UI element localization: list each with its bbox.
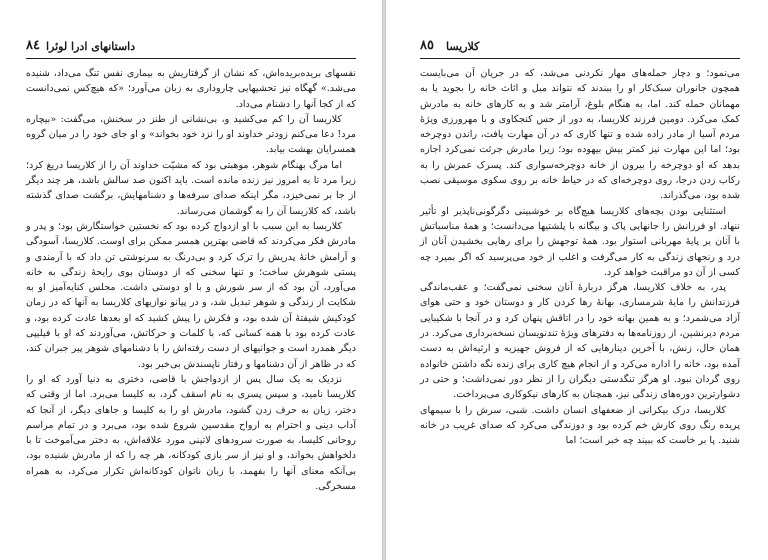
- paragraph: نفسهای بریده‌بریده‌اش، که نشان از گرفتاریش به بیماری نفس تنگ می‌داد، شنیده می‌شد.» گهگاه نیز تحشیهایی چاروداری به زبان می‌آورد؛ «که هیچ‌کس نمی‌دانست که از کجا آنها را دشنام می‌داد.: [26, 68, 356, 110]
- paragraph: کلاریسا، درک بیکرانی از ضعفهای انسان داشت. شبی، سرش را با سیمهای پریده رنگ روی کارش خم کرده بود و دوزندگی می‌کرد که صدای غریب در خانه شنید. پا بر خاست که ببیند چه خبر است؛ اما: [420, 404, 740, 447]
- right-page: [385, 0, 768, 560]
- left-page-text: [26, 66, 356, 494]
- right-page-number: ٨٥: [420, 38, 434, 53]
- paragraph: می‌نمود؛ و دچار حمله‌های مهار نکردنی می‌شد، که در جریان آن می‌بایست همچون جانوران سبک‌کار او را ببندند که نتواند مبل و اثاث خانه را بجوید یا به مهمانان حمله کند. اما، به هنگام بلوغ، آرامتر شد و به کارهای خانه به مادرش کمک می‌کرد. دومین فرزند کلاریسا، به دور از حس کنجکاوی و با مهرورزی ویژهٔ مردم آسیا از مادر زاده شده و تنها کاری که در آن مهارت یافت، راندن دوچرخه بود؛ اما این مهارت نیز کمتر بیش بیهوده بود؛ زیرا مادرش جرئت نمی‌کرد اجازه بدهد که او دوچرخه را بیرون از خانه دوچرخه‌سواری کند. پسرک عمرش را به رکاب زدن درجا، روی دوچرخه‌ای که در حیاط خانه بر روی سکوی موسیقی نصب شده بود، می‌گذراند.: [420, 68, 740, 202]
- paragraph: کلاریسا آن را کم می‌کشید و، بی‌نشانی از طنز در سخنش، می‌گفت: «بیچاره مرد! دعا می‌کنم زودتر خداوند او را نزد خود بخواند» و او جای خود را در میان گروه همسرایان بهشت بیابد.: [26, 113, 356, 156]
- left-running-title: داستانهای ادرا لوئرا: [46, 40, 136, 53]
- paragraph: استثنایی بودن بچه‌های کلاریسا هیچ‌گاه بر خوشبینی دگرگونی‌ناپذیر او تأثیر ننهاد. او فرزانش را جانهایی پاک و بیگانه با پلشتیها می‌دانست؛ و همهٔ مناسباتش با آنان بر پایهٔ مهربانی استوار بود. همهٔ توجهش را برای رهایی بخشیدن آنان از درد و رنجهای زندگی به کار می‌گرفت و اغلب از خود می‌پرسید که اگر بمیرد چه کسی از آن دو مراقبت خواهد کرد.: [420, 205, 740, 278]
- left-page: [0, 0, 383, 560]
- paragraph: اما مرگ بهنگام شوهر، موهبتی بود که مشیّت خداوند آن را از کلاریسا دریغ کرد؛ زیرا مرد تا به امروز نیز زنده مانده است. باید اکنون صد سالش باشد، هر چند دیگر از جا بر نمی‌خیزد، مگر اینکه صدای سرفه‌ها و دشنامهایش، برگشت صدای گذشته باشد، که کلاریسا آن را به گوشمان می‌رساند.: [26, 159, 356, 217]
- paragraph: نزدیک به یک سال پس از ازدواجش با قاضی، دختری به دنیا آورد که او را کلاریسا نامید، و سپس پسری به نام اسقف گرد، به کلیسا می‌برد. اما از وقتی که دختر، زبان به حرف زدن گشود، مادرش او را به کلیسا و جاهای دیگر، از آنجا که آداب دینی و احترام به ارواح مقدسین شروع شده بود، می‌برد و در تمام مراسم روحانی کلیسا، به صورت سرودهای لاتینی مورد علاقه‌اش، به دختر می‌آموخت تا با دلخواهش بخواند، و او نیز از سر بازی کودکانه، هر چه را که از مادرش شنیده بود، بی‌آنکه معنای آنها را بفهمد، با زبان ناتوان کودکانه‌اش تکرار می‌کرد، به همراه مسخرگی.: [26, 373, 356, 493]
- right-page-header: [420, 40, 740, 56]
- left-page-header: [26, 40, 356, 56]
- left-page-number: ٨٤: [26, 38, 40, 53]
- right-running-title: کلاریسا: [446, 40, 480, 53]
- paragraph: پدر، به خلاف کلاریسا، هرگز دربارهٔ آنان سخنی نمی‌گفت؛ و عقب‌ماندگی فرزندانش را مایهٔ شرمساری، بهانهٔ رها کردن کار و دوستان خود و حتی هوای آزاد می‌شمرد؛ و به همین بهانه خود را در اتاقش پنهان کرد و در آنجا با شکیبایی مردم دیرنشین، از روزنامه‌ها به دفترهای ویژهٔ تندنویسان نسخه‌برداری می‌کرد. در همان حال، زنش، با آخرین دینارهایی که از فروش جهیزیه و ارثیه‌اش به دست آمده بود، خانه را اداره می‌کرد و از انجام هیچ کاری برای زنده نگه داشتن خانواده روی گردان نبود. او هرگز تنگدستی دیگران را از نظر دور نمی‌داشت؛ و حتی در دشوارترین دوره‌های زندگی نیز، همچنان به کارهای نیکوکاری می‌پرداخت.: [420, 282, 740, 401]
- paragraph: کلاریسا به این سبب با او ازدواج کرده بود که نخستین خواستگارش بود؛ و پدر و مادرش فکر می‌کردند که قاضی بهترین همسر ممکن برای اوست. کلاریسا، آسودگی و آرامش خانهٔ پدریش را ترک کرد و بی‌درنگ به سرنوشتی تن داد که با آرمندی و پستی شوهرش ساخت؛ و تنها سخنی که از دوستان بوی رایحهٔ زندگی به خانه می‌آورد، آن بود که از سر شورش و با او دوستی داشت. مجلس کنایه‌آمیز او به شکایت از زندگی و شوهر تبدیل شد، و در پیانو نوازیهای کلاریسا به آنها که در زمان کودکیش شیفتهٔ آن شده بود، و فکرش را پیش کشید که او بعدها عادت کرده بود، و عادت کرده بود با همه کسانی که، با کلمات و حرکاتش، می‌آوردند که او با فیلیپی دیگر همدرد است و جوانیهای از دست رفته‌اش را با دشنامهای شوهر پیر جبران کند، که در ظاهر از آن دشنامها و رفتار ناپسندش بی‌خبر بود.: [26, 220, 356, 370]
- left-header-rule: [26, 58, 356, 59]
- right-page-text: [420, 66, 740, 448]
- right-header-rule: [420, 58, 740, 59]
